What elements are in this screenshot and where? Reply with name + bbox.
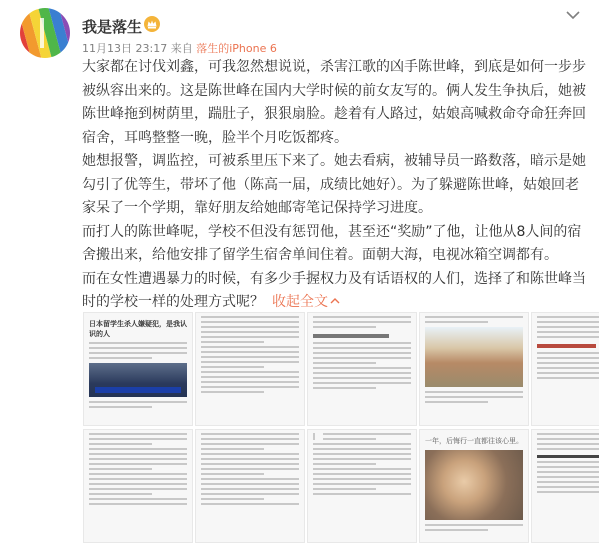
vip-crown-icon[interactable] (144, 16, 160, 32)
avatar-image (20, 8, 70, 58)
avatar[interactable] (20, 8, 70, 58)
post-paragraph: 大家都在讨伐刘鑫，可我忽然想说说，杀害江歌的凶手陈世峰，到底是如何一步步被纵容出来的。这是陈世峰在国内大学时候的前女友写的。俩人发生争执后，她被陈世峰拖到树荫里，踹肚子，狠狠扇脸。趁着有人路过，姑娘高喊救命夺命狂奔回宿舍，耳鸣整整一晚，脸半个月吃饭都疼。 (82, 59, 586, 146)
gallery-image[interactable] (531, 429, 599, 543)
collapse-label: 收起全文 (272, 294, 328, 310)
gallery-image[interactable] (531, 312, 599, 426)
post-paragraph: 而打人的陈世峰呢，学校不但没有惩罚他，甚至还“奖励”了他，让他从8人间的宿舍搬出来，给他安排了留学生宿舍单间住着。面朝大海，电视冰箱空调都有。 (82, 223, 582, 263)
chevron-up-icon (330, 297, 340, 305)
image-gallery (83, 312, 599, 543)
gallery-image[interactable] (83, 429, 193, 543)
username[interactable]: 我是落生 (82, 18, 143, 36)
gallery-image[interactable] (419, 429, 529, 543)
post-source-prefix: 来自 (167, 42, 197, 55)
post-time[interactable]: 11月13日 23:17 (82, 42, 168, 55)
chevron-down-icon[interactable] (565, 9, 581, 21)
post-paragraph-last (82, 268, 587, 315)
thumb-caption: 一年，后悔行一直都往该心里。 (425, 437, 523, 445)
gallery-image[interactable] (307, 312, 417, 426)
gallery-image[interactable] (307, 429, 417, 543)
post-device[interactable]: 落生的iPhone 6 (196, 42, 277, 55)
gallery-image[interactable] (83, 312, 193, 426)
post-paragraph: 她想报警，调监控，可被系里压下来了。她去看病，被辅导员一路数落，暗示是她勾引了优等生，带坏了他（陈高一届，成绩比她好）。为了躲避陈世峰，姑娘回老家呆了一个学期，靠好朋友给她邮寄笔记保持学习进度。 (82, 153, 586, 216)
gallery-image[interactable] (195, 429, 305, 543)
collapse-button[interactable] (272, 294, 340, 310)
post-text (82, 56, 587, 315)
post-meta (82, 40, 277, 56)
gallery-image[interactable] (195, 312, 305, 426)
post-paragraph-text: 而在女性遭遇暴力的时候，有多少手握权力及有话语权的人们，选择了和陈世峰当时的学校一样的处理方式呢？ (82, 270, 586, 310)
gallery-image[interactable] (419, 312, 529, 426)
thumb-heading: 日本留学生杀人嫌疑犯，是我认识的人 (89, 320, 187, 338)
